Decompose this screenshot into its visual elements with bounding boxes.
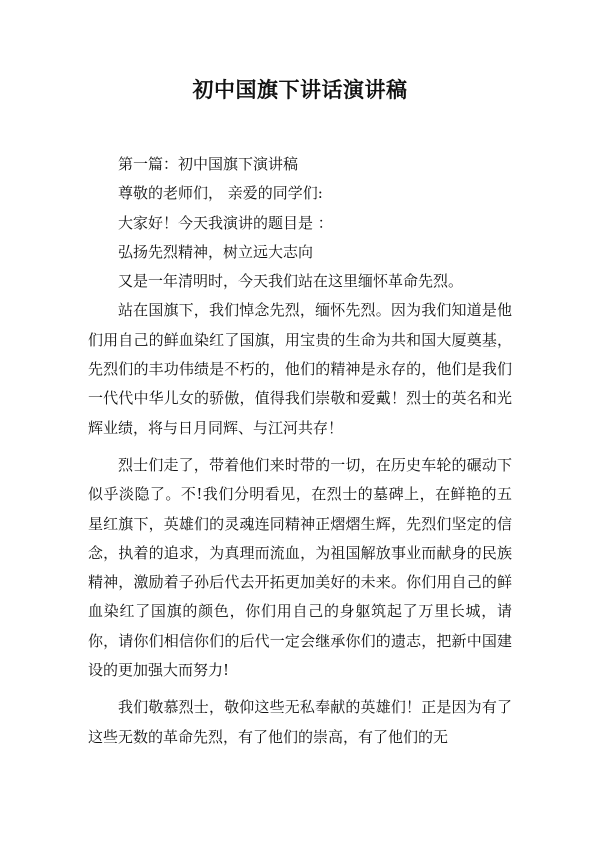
document-body (88, 150, 512, 752)
document-title: 初中国旗下讲话演讲稿 (192, 78, 408, 102)
paragraph-4: 弘扬先烈精神，树立远大志向 (118, 242, 314, 261)
paragraph-8: 我们敬慕烈士，敬仰这些无私奉献的英雄们！正是因为有了这些无数的革命先烈，有了他们的崇高，有了他们的无 (88, 698, 512, 746)
paragraph-7: 烈士们走了，带着他们来时带的一切，在历史车轮的碾动下似乎淡隐了。不!我们分明看见，在烈士的墓碑上，在鲜艳的五星红旗下，英雄们的灵魂连同精神正熠熠生辉，先烈们坚定的信念，执着的追求，为真理而流血，为祖国解放事业而献身的民族精神，激励着子孙后代去开拓更加美好的未来。你们用自己的鲜血染红了国旗的颜色，你们用自己的身躯筑起了万里长城，请你，请你们相信你们的后代一定会继承你们的遗志，把新中国建设的更加强大而努力! (88, 455, 512, 680)
paragraph-2: 尊敬的老师们， 亲爱的同学们: (118, 184, 323, 203)
paragraph-5: 又是一年清明时，今天我们站在这里缅怀革命先烈。 (118, 272, 464, 291)
paragraph-3: 大家好！今天我演讲的题目是 ： (118, 213, 333, 232)
paragraph-6: 站在国旗下，我们悼念先烈，缅怀先烈。因为我们知道是他们用自己的鲜血染红了国旗，用宝贵的生命为共和国大厦奠基，先烈们的丰功伟绩是不朽的，他们的精神是永存的，他们是我们一代代中华儿女的骄傲，值得我们崇敬和爱戴！烈士的英名和光辉业绩，将与日月同辉、与江河共存！ (88, 301, 512, 437)
paragraph-1: 第一篇：初中国旗下演讲稿 (118, 155, 299, 173)
